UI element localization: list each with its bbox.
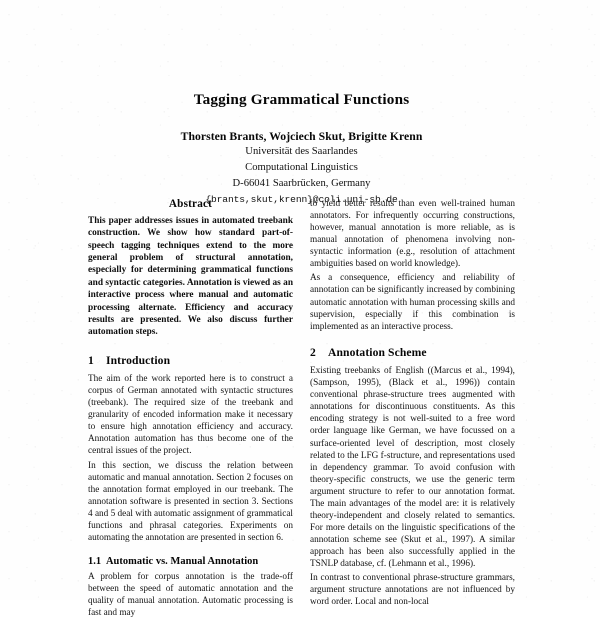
subsection-title: Automatic vs. Manual Annotation bbox=[106, 555, 259, 567]
page-title: Tagging Grammatical Functions bbox=[193, 91, 410, 108]
two-column-body bbox=[88, 198, 515, 619]
paragraph: In contrast to conventional phrase-structure grammars, argument structure annotations are not influenced by word order. Local and non-local bbox=[310, 573, 515, 608]
abstract-text: This paper addresses issues in automated treebank construction. We show how standard part-of-speech tagging techniques extend to the more general problem of structural annotation, especially for determining grammatical functions and syntactic categories. Annotation is viewed as an interactive process where manual and automatic processing alternate. Efficiency and accuracy results are presented. We also discuss further automation steps. bbox=[88, 216, 293, 338]
subsection-number: 1.1 bbox=[88, 555, 102, 567]
paragraph: to yield better results than even well-trained human annotators. For infrequently occurring constructions, however, manual annotation is more reliable, as is manual annotation of phenomena involving non-syntactic information (e.g., resolution of attachment ambiguities based on world knowledge). bbox=[310, 199, 515, 270]
title-block bbox=[88, 0, 515, 205]
subsection-heading-automatic-vs-manual bbox=[88, 555, 293, 568]
spacer bbox=[88, 544, 293, 555]
paragraph: Existing treebanks of English ((Marcus et al., 1994), (Sampson, 1995), (Black et al., 1996)) contain conventional phrase-structure trees augmented with annotations for discontinuous constituents. As this encoding strategy is not well-suited to a free word order language like German, we have focussed on a surface-oriented level of description, most closely related to the LFG f-structure, and representations used in dependency grammar. To avoid confusion with theory-specific constructs, we use the generic term argument structure to refer to our annotation format. The main advantages of the model are: it is relatively theory-independent and closely related to semantics. For more details on the linguistic specifications of the annotation scheme see (Skut et al., 1997). A similar approach has been also successfully applied in the TSNLP database, cf. (Lehmann et al., 1996). bbox=[310, 366, 515, 570]
paragraph: In this section, we discuss the relation between automatic and manual annotation. Section 2 focuses on the annotation format employed in our treebank. The annotation software is presented in section 3. Sections 4 and 5 deal with automatic assignment of grammatical functions and phrasal categories. Experiments on automating the annotation are presented in section 6. bbox=[88, 460, 293, 543]
paragraph: A problem for corpus annotation is the trade-off between the speed of automatic annotation and the quality of manual annotation. Automatic processing is fast and may bbox=[88, 571, 293, 619]
affiliation-university: Universität des Saarlandes bbox=[245, 146, 358, 158]
section-number: 1 bbox=[88, 353, 94, 367]
abstract-heading: Abstract bbox=[168, 198, 213, 210]
right-column bbox=[310, 198, 515, 619]
section-title: Introduction bbox=[106, 353, 171, 367]
spacer bbox=[310, 333, 515, 346]
paragraph: As a consequence, efficiency and reliability of annotation can be significantly increased by combining automatic annotation with human processing skills and supervision, especially if this combination is implemented as an interactive process. bbox=[310, 273, 515, 332]
section-title: Annotation Scheme bbox=[328, 345, 427, 359]
section-number: 2 bbox=[310, 345, 316, 359]
affiliation-address: D-66041 Saarbrücken, Germany bbox=[232, 178, 371, 190]
left-column bbox=[88, 198, 293, 619]
paragraph: The aim of the work reported here is to construct a corpus of German annotated with syntactic structures (treebank). The required size of the treebank and granularity of encoded information make it necessary to ensure high annotation efficiency and accuracy. Annotation automation has thus become one of the central issues of the project. bbox=[88, 374, 293, 457]
section-heading-annotation-scheme bbox=[310, 346, 515, 360]
section-heading-introduction bbox=[88, 354, 293, 368]
spacer bbox=[88, 339, 293, 354]
contact-email: {brants,skut,krenn}@coli.uni-sb.de bbox=[205, 193, 398, 205]
affiliation-department: Computational Linguistics bbox=[245, 162, 358, 174]
author-list: Thorsten Brants, Wojciech Skut, Brigitte Krenn bbox=[180, 130, 423, 144]
